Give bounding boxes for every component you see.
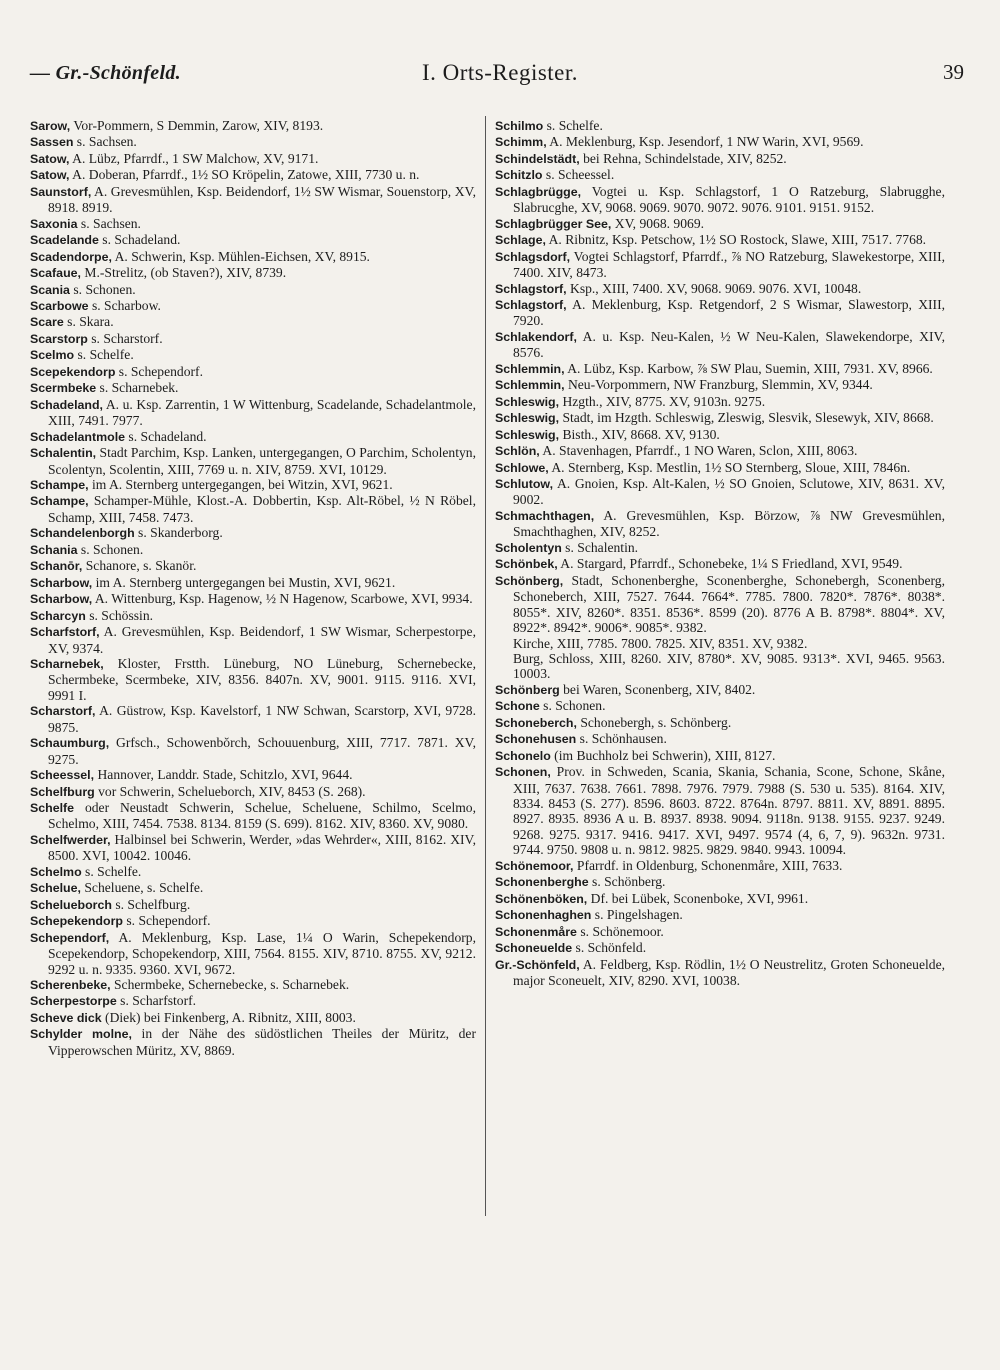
entry-text: Grfsch., Schowenbŏrch, Schouuenburg, XIII, 7717. 7871. XV, 9275. bbox=[48, 735, 476, 767]
entry-text: A. Meklenburg, Ksp. Lase, 1¼ O Warin, Schepekendorp, Scepekendorp, Schopekendorp, XIII, 7564. 8155. XIV, 8710. 8755. XV, 9212. 9292 u. n. 9335. 9360. XVI, 9672. bbox=[48, 929, 476, 977]
entry-headword: Schonenmåre bbox=[495, 924, 577, 939]
register-entry bbox=[30, 832, 476, 864]
register-entry bbox=[30, 151, 476, 167]
entry-headword: Schönenböken, bbox=[495, 891, 588, 906]
register-entry bbox=[495, 715, 945, 731]
entry-headword: Scherpestorpe bbox=[30, 994, 117, 1009]
entry-headword: Schampe, bbox=[30, 494, 89, 509]
entry-headword: Saxonia bbox=[30, 216, 78, 231]
entry-headword: Schönemoor, bbox=[495, 858, 574, 873]
entry-text: Scheluene, s. Schelfe. bbox=[80, 880, 204, 896]
entry-headword: Scherenbeke, bbox=[30, 978, 111, 993]
register-entry bbox=[30, 735, 476, 767]
entry-headword: Schönbek, bbox=[495, 557, 558, 572]
entry-headword: Scania bbox=[30, 282, 70, 297]
entry-text: s. Schadeland. bbox=[125, 428, 207, 444]
entry-headword: Gr.-Schönfeld, bbox=[495, 957, 580, 972]
entry-text: s. Schönberg. bbox=[588, 874, 666, 890]
entry-text: Neu-Vorpommern, NW Franzburg, Slemmin, XV, 9344. bbox=[564, 377, 873, 393]
entry-headword: Schelueborch bbox=[30, 897, 112, 912]
entry-headword: Schönberg bbox=[495, 682, 560, 697]
entry-text: s. Schönhausen. bbox=[576, 731, 667, 747]
register-entry bbox=[495, 460, 945, 476]
entry-text: Hzgth., XIV, 8775. XV, 9103n. 9275. bbox=[559, 393, 766, 409]
entry-headword: Schylder molne, bbox=[30, 1027, 132, 1042]
entry-text: Hannover, Landdr. Stade, Schitzlo, XVI, 9644. bbox=[94, 767, 353, 783]
entry-text: s. Scharnebek. bbox=[96, 380, 179, 396]
entry-text: A. Doberan, Pfarrdf., 1½ SO Kröpelin, Zatowe, XIII, 7730 u. n. bbox=[69, 167, 420, 183]
entry-text: s. Schalentin. bbox=[561, 539, 639, 555]
entry-text: A. Wittenburg, Ksp. Hagenow, ½ N Hagenow, Scarbowe, XVI, 9934. bbox=[92, 591, 473, 607]
register-entry bbox=[30, 880, 476, 896]
entry-headword: Scharbow, bbox=[30, 575, 93, 590]
entry-headword: Schaumburg, bbox=[30, 736, 110, 751]
entry-headword: Scharcyn bbox=[30, 608, 86, 623]
entry-headword: Schlagbrügge, bbox=[495, 184, 582, 199]
entry-headword: Scermbeke bbox=[30, 381, 97, 396]
entry-headword: Sassen bbox=[30, 135, 74, 150]
entry-text: A. Lübz, Ksp. Karbow, ⅞ SW Plau, Suemin, XIII, 7931. XV, 8966. bbox=[564, 360, 933, 376]
entry-text: Burg, Schloss, XIII, 8260. XIV, 8780*. XV, 9085. 9313*. XVI, 9465. 9563. 10003. bbox=[513, 650, 945, 682]
entry-text: A. Schwerin, Ksp. Mühlen-Eichsen, XV, 8915. bbox=[111, 248, 370, 264]
register-entry bbox=[30, 800, 476, 832]
entry-headword: Scafaue, bbox=[30, 266, 81, 281]
entry-headword: Schlagsdorf, bbox=[495, 249, 571, 264]
entry-text: s. Schönfeld. bbox=[572, 940, 647, 956]
entry-headword: Schlemmin, bbox=[495, 361, 565, 376]
entry-text: A. Grevesmühlen, Ksp. Beidendorf, 1½ SW Wismar, Souenstorp, XV, 8918. 8919. bbox=[48, 183, 476, 216]
entry-headword: Schonenhaghen bbox=[495, 908, 592, 923]
entry-text: im A. Sternberg untergegangen bei Mustin, XVI, 9621. bbox=[92, 574, 396, 590]
register-entry bbox=[30, 1010, 476, 1026]
register-entry bbox=[495, 573, 945, 636]
register-entry bbox=[495, 281, 945, 297]
register-entry bbox=[30, 897, 476, 913]
entry-text: s. Schelfburg. bbox=[111, 896, 191, 912]
entry-headword: Schelfwerder, bbox=[30, 832, 111, 847]
register-entry bbox=[495, 249, 945, 281]
entry-headword: Schitzlo bbox=[495, 168, 543, 183]
entry-headword: Schonenberghe bbox=[495, 875, 589, 890]
register-entry bbox=[495, 858, 945, 874]
register-entry bbox=[495, 329, 945, 361]
running-head-title: I. Orts-Register. bbox=[421, 60, 579, 85]
register-entry bbox=[30, 265, 476, 281]
register-entry bbox=[495, 891, 945, 907]
entry-text: Stadt, im Hzgth. Schleswig, Zleswig, Slesvik, Slesewyk, XIV, 8668. bbox=[559, 410, 934, 426]
entry-text: Halbinsel bei Schwerin, Werder, »das Wehrder«, XIII, 8162. XIV, 8500. XVI, 10042. 10046. bbox=[48, 831, 476, 864]
register-subentry bbox=[495, 636, 945, 651]
entry-text: A. Stargard, Pfarrdf., Schonebeke, 1¼ S Friedland, XVI, 9549. bbox=[557, 556, 903, 572]
register-entry bbox=[495, 924, 945, 940]
entry-headword: Schoneuelde bbox=[495, 941, 573, 956]
entry-text: s. Schössin. bbox=[85, 607, 154, 623]
entry-headword: Schonehusen bbox=[495, 732, 577, 747]
entry-text: Bisth., XIV, 8668. XV, 9130. bbox=[559, 426, 720, 442]
register-entry bbox=[30, 913, 476, 929]
register-entry bbox=[30, 930, 476, 977]
entry-headword: Schlakendorf, bbox=[495, 329, 577, 344]
entry-text: Ksp., XIII, 7400. XV, 9068. 9069. 9076. XVI, 10048. bbox=[566, 280, 862, 296]
entry-text: s. Schelfe. bbox=[81, 863, 142, 879]
entry-headword: Scharstorf, bbox=[30, 704, 96, 719]
entry-text: s. Schonen. bbox=[539, 698, 606, 714]
entry-headword: Schepekendorp bbox=[30, 914, 123, 929]
register-entry bbox=[30, 282, 476, 298]
register-entry bbox=[30, 525, 476, 541]
entry-headword: Schoneberch, bbox=[495, 715, 577, 730]
register-entry bbox=[30, 864, 476, 880]
register-entry bbox=[495, 394, 945, 410]
entry-text: s. Schelfe. bbox=[74, 347, 134, 363]
entry-headword: Schlemmin, bbox=[495, 378, 565, 393]
register-entry bbox=[30, 380, 476, 396]
register-entry bbox=[495, 540, 945, 556]
register-entry bbox=[30, 493, 476, 525]
entry-text: s. Scharfstorf. bbox=[116, 993, 197, 1009]
entry-text: XV, 9068. 9069. bbox=[611, 215, 705, 231]
entry-text: A. Feldberg, Ksp. Rödlin, 1½ O Neustrelitz, Groten Schoneuelde, major Sconeuelt, XIV, 8290. XVI, 10038. bbox=[513, 956, 945, 989]
entry-text: A. Sternberg, Ksp. Mestlin, 1½ SO Sternberg, Sloue, XIII, 7846n. bbox=[548, 459, 911, 475]
entry-headword: Scholentyn bbox=[495, 540, 562, 555]
entry-headword: Scarbowe bbox=[30, 298, 89, 313]
register-entry bbox=[30, 575, 476, 591]
entry-headword: Scare bbox=[30, 315, 64, 330]
entry-headword: Schanōr, bbox=[30, 559, 83, 574]
entry-text: s. Schelfe. bbox=[543, 118, 603, 133]
register-entry bbox=[495, 748, 945, 764]
register-entry bbox=[495, 167, 945, 183]
entry-headword: Schelmo bbox=[30, 864, 82, 879]
register-entry bbox=[30, 477, 476, 493]
register-entry bbox=[30, 249, 476, 265]
entry-headword: Schlön, bbox=[495, 444, 540, 459]
entry-text: oder Neustadt Schwerin, Schelue, Scheluene, Schilmo, Scelmo, Schelmo, XIII, 7454. 7538. 8134. 8159 (S. 699). 8162. XIV, 8360. XV, 9080. bbox=[48, 800, 476, 832]
entry-text: vor Schwerin, Schelueborch, XIV, 8453 (S. 268). bbox=[94, 783, 366, 799]
entry-text: s. Skanderborg. bbox=[134, 525, 223, 541]
entry-headword: Schlagstorf, bbox=[495, 281, 567, 296]
register-entry bbox=[495, 682, 945, 698]
entry-text: s. Scharbow. bbox=[88, 297, 161, 313]
entry-headword: Schlagstorf, bbox=[495, 297, 567, 312]
register-entry bbox=[495, 907, 945, 923]
entry-text: A. Grevesmühlen, Ksp. Börzow, ⅞ NW Grevesmühlen, Smachthaghen, XIV, 8252. bbox=[513, 507, 945, 540]
entry-headword: Schleswig, bbox=[495, 411, 560, 426]
entry-text: Stadt, Schonenberghe, Sconenberghe, Schonebergh, Sconenberg, Schoneberch, XIII, 7527. 7644. 7664*. 7785. 7800. 7820*. 7876*. 8038*. 8055*. XIV, 8260*. 8351. 8536*. 8599 (20). 8776 A B. 8798*. 8804*. XV, 8922*. 8942*. 9006*. 9085*. 9382. bbox=[513, 572, 945, 636]
register-entry bbox=[495, 731, 945, 747]
entry-text: Schamper-Mühle, Klost.-A. Dobbertin, Ksp. Alt-Röbel, ½ N Röbel, Schamp, XIII, 7458. 7473. bbox=[48, 493, 476, 525]
entry-text: Schonebergh, s. Schönberg. bbox=[576, 714, 732, 730]
register-entry bbox=[495, 427, 945, 443]
entry-headword: Scheve dick bbox=[30, 1010, 102, 1025]
page-number: 39 bbox=[943, 60, 964, 84]
register-entry bbox=[495, 508, 945, 540]
register-entry bbox=[495, 184, 945, 216]
register-entry bbox=[30, 397, 476, 429]
register-entry bbox=[495, 874, 945, 890]
entry-headword: Satow, bbox=[30, 151, 70, 166]
entry-text: s. Scharstorf. bbox=[87, 330, 163, 346]
register-entry bbox=[30, 767, 476, 783]
entry-text: M.-Strelitz, (ob Staven?), XIV, 8739. bbox=[80, 265, 287, 281]
register-entry bbox=[495, 361, 945, 377]
entry-text: A. Meklenburg, Ksp. Retgendorf, 2 S Wismar, Slawestorp, XIII, 7920. bbox=[513, 296, 945, 329]
entry-text: A. Güstrow, Ksp. Kavelstorf, 1 NW Schwan, Scarstorp, XVI, 9728. 9875. bbox=[48, 703, 476, 735]
entry-headword: Scepekendorp bbox=[30, 364, 116, 379]
register-entry bbox=[30, 703, 476, 735]
entry-text: im A. Sternberg untergegangen, bei Witzin, XVI, 9621. bbox=[88, 476, 393, 492]
entry-text: A. u. Ksp. Zarrentin, 1 W Wittenburg, Scadelande, Schadelantmole, XIII, 7491. 7977. bbox=[48, 396, 476, 429]
register-entry bbox=[30, 608, 476, 624]
register-entry bbox=[495, 410, 945, 426]
register-entry bbox=[30, 118, 476, 134]
entry-headword: Saunstorf, bbox=[30, 184, 92, 199]
register-entry bbox=[30, 993, 476, 1009]
entry-text: Df. bei Lübek, Sconenboke, XVI, 9961. bbox=[587, 890, 809, 906]
entry-text: Vogtei Schlagstorf, Pfarrdf., ⅞ NO Ratzeburg, Slawekestorpe, XIII, 7400. XIV, 8473. bbox=[513, 248, 945, 281]
entry-headword: Schindelstädt, bbox=[495, 151, 580, 166]
register-entry bbox=[495, 698, 945, 714]
register-entry bbox=[495, 476, 945, 508]
right-column bbox=[495, 118, 945, 988]
column-divider bbox=[485, 116, 486, 1216]
entry-text: s. Schonen. bbox=[77, 541, 144, 557]
entry-headword: Schleswig, bbox=[495, 394, 560, 409]
register-entry bbox=[30, 298, 476, 314]
entry-text: s. Schependorf. bbox=[115, 363, 203, 379]
register-entry bbox=[30, 429, 476, 445]
register-entry bbox=[495, 556, 945, 572]
register-entry bbox=[30, 656, 476, 703]
register-entry bbox=[30, 624, 476, 656]
entry-text: s. Pingelshagen. bbox=[591, 907, 683, 923]
entry-headword: Scadendorpe, bbox=[30, 249, 112, 264]
register-entry bbox=[495, 957, 945, 989]
register-entry bbox=[495, 443, 945, 459]
entry-text: Kloster, Frstth. Lüneburg, NO Lüneburg, Schernebecke, Schermbeke, Scermbeke, XIV, 8356. 8407n. XV, 9001. 9115. 9116. XVI, 9991 I. bbox=[48, 655, 476, 703]
register-entry bbox=[30, 542, 476, 558]
entry-headword: Schimm, bbox=[495, 135, 547, 150]
entry-headword: Schampe, bbox=[30, 477, 89, 492]
entry-headword: Satow, bbox=[30, 168, 70, 183]
register-entry bbox=[495, 764, 945, 858]
entry-headword: Scharfstorf, bbox=[30, 625, 100, 640]
entry-text: Kirche, XIII, 7785. 7800. 7825. XIV, 8351. XV, 9382. bbox=[513, 635, 808, 651]
register-entry bbox=[495, 297, 945, 329]
register-entry bbox=[30, 445, 476, 477]
entry-text: s. Sachsen. bbox=[73, 134, 137, 150]
entry-text: Schanore, s. Skanör. bbox=[82, 558, 197, 574]
entry-headword: Schonelo bbox=[495, 748, 551, 763]
entry-text: A. Gnoien, Ksp. Alt-Kalen, ½ SO Gnoien, Sclutowe, XIV, 8631. XV, 9002. bbox=[513, 475, 945, 508]
register-entry bbox=[30, 977, 476, 993]
register-entry bbox=[30, 216, 476, 232]
register-entry bbox=[30, 1026, 476, 1058]
entry-headword: Schandelenborgh bbox=[30, 526, 135, 541]
entry-text: Vor-Pommern, S Demmin, Zarow, XIV, 8193. bbox=[70, 118, 324, 133]
entry-headword: Schlagbrügger See, bbox=[495, 216, 612, 231]
entry-text: s. Skara. bbox=[63, 314, 114, 330]
entry-headword: Schönberg, bbox=[495, 573, 564, 588]
register-entry bbox=[30, 591, 476, 607]
entry-text: (im Buchholz bei Schwerin), XIII, 8127. bbox=[550, 747, 776, 763]
entry-headword: Scarstorp bbox=[30, 331, 88, 346]
register-entry bbox=[30, 784, 476, 800]
entry-headword: Schlowe, bbox=[495, 460, 549, 475]
register-entry bbox=[30, 232, 476, 248]
entry-headword: Scheessel, bbox=[30, 768, 95, 783]
entry-text: A. Grevesmühlen, Ksp. Beidendorf, 1 SW Wismar, Scherpestorpe, XV, 9374. bbox=[48, 624, 476, 656]
entry-headword: Schelfe bbox=[30, 801, 75, 816]
register-entry bbox=[495, 216, 945, 232]
left-column bbox=[30, 118, 476, 1058]
entry-headword: Schadeland, bbox=[30, 397, 103, 412]
entry-headword: Schlutow, bbox=[495, 476, 554, 491]
register-entry bbox=[495, 377, 945, 393]
register-entry bbox=[30, 314, 476, 330]
entry-headword: Schalentin, bbox=[30, 446, 97, 461]
entry-text: s. Schonen. bbox=[69, 281, 136, 297]
register-entry bbox=[30, 184, 476, 216]
entry-headword: Schmachthagen, bbox=[495, 508, 595, 523]
entry-text: A. Meklenburg, Ksp. Jesendorf, 1 NW Warin, XVI, 9569. bbox=[546, 134, 864, 150]
entry-headword: Schania bbox=[30, 542, 78, 557]
entry-headword: Schonen, bbox=[495, 765, 551, 780]
entry-headword: Schadelantmole bbox=[30, 429, 126, 444]
entry-text: A. Stavenhagen, Pfarrdf., 1 NO Waren, Sclon, XIII, 8063. bbox=[539, 443, 858, 459]
entry-text: bei Waren, Sconenberg, XIV, 8402. bbox=[559, 681, 756, 697]
entry-headword: Schleswig, bbox=[495, 427, 560, 442]
register-entry bbox=[495, 151, 945, 167]
entry-text: bei Rehna, Schindelstade, XIV, 8252. bbox=[579, 150, 787, 166]
entry-text: Prov. in Schweden, Scania, Skania, Schania, Scone, Schone, Skåne, XIII, 7637. 7638. 7661. 7898. 7976. 7979. 7988 (S. 530 u. 535). 8164. XIV, 8334. 8453 (S. 277). 8596. 8603. 8722. 8764n. 8797. 8811. XV, 8891. 8895. 8927. 8935. 8936 A u. B. 8937. 8938. 9094. 9118n. 9138. 9155. 9237. 9249. 9268. 9275. 9317. 9416. 9417. XVI, 9497. 9574 (4, 6, 7, 9). 9632n. 9731. 9744. 9750. 9808 u. n. 9812. 9825. 9829. 9840. 9943. 10094. bbox=[513, 764, 945, 858]
entry-headword: Scelmo bbox=[30, 348, 75, 363]
entry-text: Schermbeke, Schernebecke, s. Scharnebek. bbox=[110, 977, 350, 993]
entry-headword: Schelue, bbox=[30, 881, 81, 896]
register-entry bbox=[495, 134, 945, 150]
entry-text: Pfarrdf. in Oldenburg, Schonenmåre, XIII, 7633. bbox=[573, 857, 843, 873]
register-subentry bbox=[495, 651, 945, 682]
register-entry bbox=[495, 232, 945, 248]
entry-headword: Schependorf, bbox=[30, 930, 110, 945]
register-entry bbox=[30, 331, 476, 347]
entry-text: Vogtei u. Ksp. Schlagstorf, 1 O Ratzeburg, Slabrugghe, Slabrucghe, XV, 9068. 9069. 9070. 9072. 9076. 9101. 9151. 9152. bbox=[513, 183, 945, 216]
entry-headword: Scharnebek, bbox=[30, 656, 104, 671]
running-head-left: — Gr.-Schönfeld. bbox=[30, 62, 181, 84]
page-header bbox=[30, 62, 970, 94]
entry-text: Stadt Parchim, Ksp. Lanken, untergegangen, O Parchim, Scholentyn, Scolentyn, Scolentin, XIII, 7769 u. n. XIV, 8759. XVI, 10129. bbox=[48, 445, 476, 477]
entry-text: A. Ribnitz, Ksp. Petschow, 1½ SO Rostock, Slawe, XIII, 7517. 7768. bbox=[545, 232, 927, 248]
entry-text: (Diek) bei Finkenberg, A. Ribnitz, XIII, 8003. bbox=[101, 1009, 356, 1025]
entry-text: s. Sachsen. bbox=[77, 215, 141, 231]
entry-text: s. Schadeland. bbox=[98, 232, 181, 248]
entry-text: A. u. Ksp. Neu-Kalen, ½ W Neu-Kalen, Slawekendorpe, XIV, 8576. bbox=[513, 328, 945, 361]
entry-text: s. Scheessel. bbox=[542, 167, 615, 183]
entry-headword: Schone bbox=[495, 699, 540, 714]
register-entry bbox=[30, 347, 476, 363]
entry-headword: Scadelande bbox=[30, 233, 99, 248]
entry-text: s. Schependorf. bbox=[122, 913, 211, 929]
entry-headword: Sarow, bbox=[30, 119, 71, 133]
entry-headword: Scharbow, bbox=[30, 592, 93, 607]
entry-headword: Schilmo bbox=[495, 119, 544, 133]
register-entry bbox=[30, 134, 476, 150]
entry-text: in der Nähe des südöstlichen Theiles der Müritz, der Vipperowschen Müritz, XV, 8869. bbox=[48, 1026, 476, 1058]
entry-text: s. Schönemoor. bbox=[576, 923, 664, 939]
entry-text: A. Lübz, Pfarrdf., 1 SW Malchow, XV, 9171. bbox=[69, 150, 319, 166]
register-entry bbox=[495, 118, 945, 134]
entry-headword: Schlage, bbox=[495, 233, 546, 248]
register-entry bbox=[30, 167, 476, 183]
entry-headword: Schelfburg bbox=[30, 784, 95, 799]
register-entry bbox=[495, 940, 945, 956]
register-entry bbox=[30, 364, 476, 380]
register-entry bbox=[30, 558, 476, 574]
